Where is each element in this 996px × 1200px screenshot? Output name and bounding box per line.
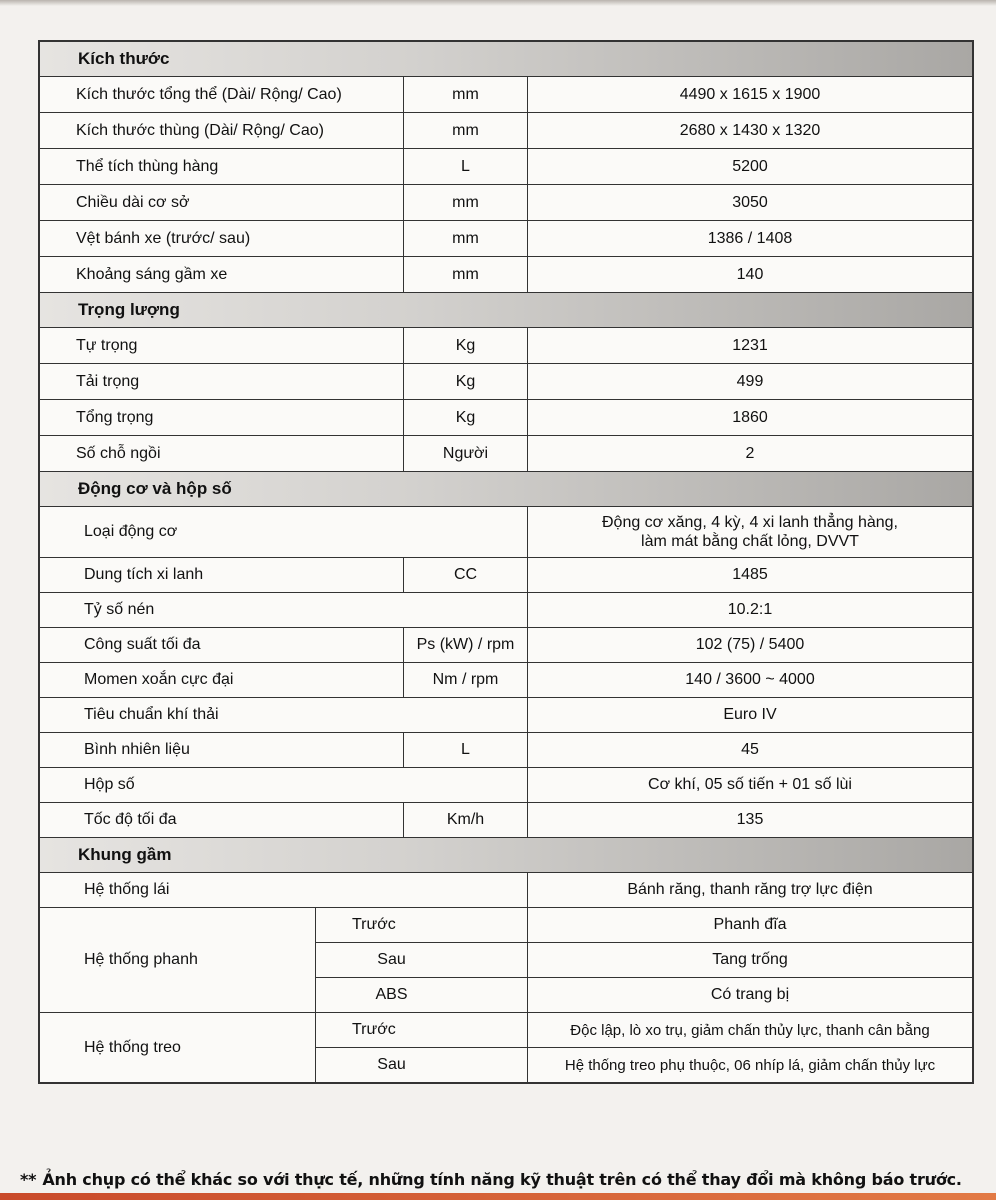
section-title: Khung gầm <box>78 845 172 864</box>
spec-label: Vệt bánh xe (trước/ sau) <box>40 221 404 256</box>
spec-value-line: Động cơ xăng, 4 kỳ, 4 xi lanh thẳng hàng, <box>601 514 898 531</box>
spec-row <box>40 221 972 257</box>
spec-label: Thể tích thùng hàng <box>40 149 404 184</box>
spec-sublabel: Trước <box>316 1013 528 1047</box>
spec-group-body <box>316 1013 972 1082</box>
spec-subrow <box>316 978 972 1012</box>
spec-unit: L <box>404 149 528 184</box>
spec-value: 499 <box>736 372 764 390</box>
spec-row <box>40 77 972 113</box>
section-header-engine <box>40 472 972 507</box>
spec-unit: mm <box>404 257 528 292</box>
spec-unit: Kg <box>404 364 528 399</box>
footnote-marker: ** <box>20 1170 37 1189</box>
spec-value: 1386 / 1408 <box>707 229 793 247</box>
spec-unit: Ps (kW) / rpm <box>404 628 528 662</box>
spec-subrow <box>316 908 972 943</box>
spec-sublabel: Sau <box>316 943 528 977</box>
spec-value: 1860 <box>732 408 768 426</box>
spec-row <box>40 185 972 221</box>
top-edge-shadow <box>0 0 996 6</box>
spec-label: Khoảng sáng gầm xe <box>40 257 404 292</box>
spec-label: Hộp số <box>40 768 528 802</box>
spec-value: 3050 <box>732 193 768 211</box>
section-header-weight <box>40 293 972 328</box>
spec-row <box>40 593 972 628</box>
spec-row <box>40 663 972 698</box>
spec-sublabel: Trước <box>316 908 528 942</box>
spec-value <box>528 507 972 557</box>
spec-row <box>40 113 972 149</box>
spec-value: Hệ thống treo phụ thuộc, 06 nhíp lá, giảm chấn thủy lực <box>564 1056 936 1074</box>
spec-unit: mm <box>404 113 528 148</box>
spec-label: Loại động cơ <box>40 507 528 557</box>
section-header-chassis <box>40 838 972 873</box>
spec-value: 102 (75) / 5400 <box>695 636 805 653</box>
spec-row <box>40 698 972 733</box>
spec-sublabel: ABS <box>316 978 528 1012</box>
spec-unit: Km/h <box>404 803 528 837</box>
spec-label: Chiều dài cơ sở <box>40 185 404 220</box>
spec-row <box>40 328 972 364</box>
spec-label: Bình nhiên liệu <box>40 733 404 767</box>
spec-row <box>40 628 972 663</box>
bottom-edge-band <box>0 1193 996 1200</box>
spec-value: Euro IV <box>723 706 777 723</box>
section-title: Kích thước <box>78 49 170 68</box>
spec-value: 140 / 3600 ~ 4000 <box>685 671 815 688</box>
spec-unit: Người <box>404 436 528 471</box>
spec-unit: mm <box>404 185 528 220</box>
spec-table <box>38 40 974 1084</box>
spec-value: 135 <box>736 811 764 828</box>
spec-value-line: làm mát bằng chất lỏng, DVVT <box>641 533 859 550</box>
spec-unit: CC <box>404 558 528 592</box>
spec-label: Kích thước tổng thể (Dài/ Rộng/ Cao) <box>40 77 404 112</box>
section-header-dimensions <box>40 42 972 77</box>
spec-value: Cơ khí, 05 số tiến + 01 số lùi <box>648 776 852 793</box>
spec-subrow <box>316 1048 972 1082</box>
spec-label: Kích thước thùng (Dài/ Rộng/ Cao) <box>40 113 404 148</box>
spec-sublabel: Sau <box>316 1048 528 1082</box>
spec-value: 2680 x 1430 x 1320 <box>679 121 821 139</box>
spec-label: Số chỗ ngồi <box>40 436 404 471</box>
spec-label: Hệ thống lái <box>40 873 528 907</box>
spec-value: 1485 <box>732 566 768 583</box>
spec-row <box>40 873 972 908</box>
spec-unit: Kg <box>404 400 528 435</box>
spec-value: 1231 <box>732 336 768 354</box>
spec-group-body <box>316 908 972 1012</box>
spec-value: 2 <box>745 444 755 462</box>
spec-row <box>40 733 972 768</box>
footnote <box>20 1170 962 1189</box>
spec-row <box>40 257 972 293</box>
spec-label: Tổng trọng <box>40 400 404 435</box>
spec-unit: Nm / rpm <box>404 663 528 697</box>
spec-label: Công suất tối đa <box>40 628 404 662</box>
spec-unit: Kg <box>404 328 528 363</box>
spec-label: Tự trọng <box>40 328 404 363</box>
spec-value: 10.2:1 <box>727 601 773 618</box>
spec-row <box>40 400 972 436</box>
spec-label: Tỷ số nén <box>40 593 528 627</box>
spec-row <box>40 436 972 472</box>
spec-value: 4490 x 1615 x 1900 <box>679 85 821 103</box>
spec-value: 5200 <box>732 157 768 175</box>
section-title: Động cơ và hộp số <box>78 479 232 498</box>
footnote-text: Ảnh chụp có thể khác so với thực tế, những tính năng kỹ thuật trên có thể thay đổi mà không báo trước. <box>42 1170 962 1189</box>
spec-label: Momen xoắn cực đại <box>40 663 404 697</box>
spec-row <box>40 558 972 593</box>
spec-group-suspension <box>40 1013 972 1082</box>
spec-row <box>40 364 972 400</box>
section-title: Trọng lượng <box>78 300 180 319</box>
spec-label: Dung tích xi lanh <box>40 558 404 592</box>
spec-group-label: Hệ thống phanh <box>40 908 316 1012</box>
spec-label: Tải trọng <box>40 364 404 399</box>
spec-value: Phanh đĩa <box>713 916 787 933</box>
spec-row <box>40 803 972 838</box>
spec-value: Tang trống <box>712 951 788 968</box>
spec-row <box>40 149 972 185</box>
spec-row <box>40 507 972 558</box>
spec-value: Có trang bị <box>710 986 790 1003</box>
spec-row <box>40 768 972 803</box>
spec-unit: L <box>404 733 528 767</box>
spec-subrow <box>316 943 972 978</box>
spec-value: 45 <box>741 741 759 758</box>
spec-label: Tốc độ tối đa <box>40 803 404 837</box>
spec-group-label: Hệ thống treo <box>40 1013 316 1082</box>
spec-label: Tiêu chuẩn khí thải <box>40 698 528 732</box>
spec-unit: mm <box>404 77 528 112</box>
spec-value: Bánh răng, thanh răng trợ lực điện <box>627 881 873 898</box>
spec-unit: mm <box>404 221 528 256</box>
spec-value: Độc lập, lò xo trụ, giảm chấn thủy lực, thanh cân bằng <box>570 1021 930 1039</box>
spec-group-brakes <box>40 908 972 1013</box>
spec-value: 140 <box>736 265 764 283</box>
spec-subrow <box>316 1013 972 1048</box>
